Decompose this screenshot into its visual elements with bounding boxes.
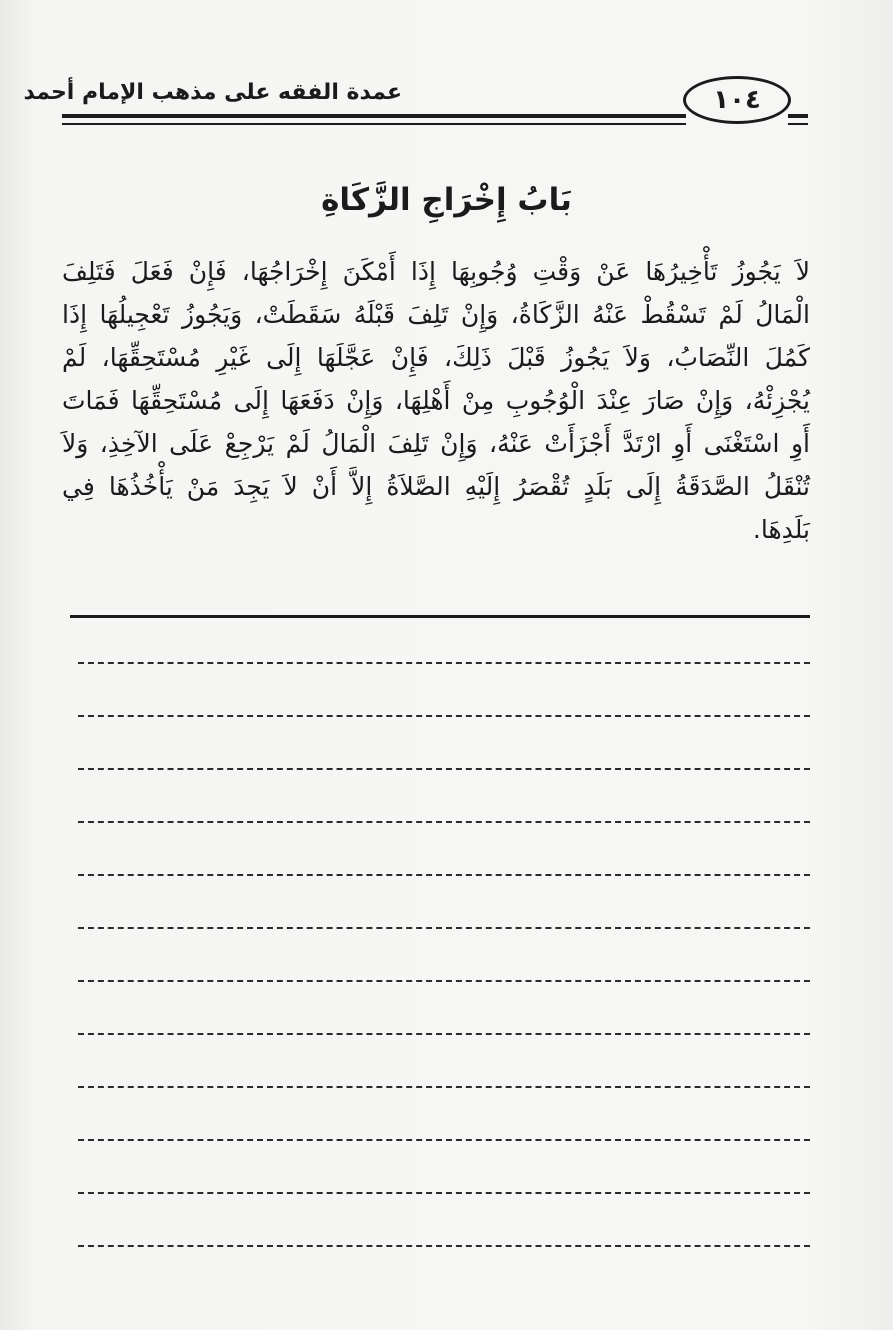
body-paragraph: لاَ يَجُوزُ تَأْخِيرُهَا عَنْ وَقْتِ وُجُوبِهَا إِذَا أَمْكَنَ إِخْرَاجُهَا، فَإِنْ فَعَلَ فَتَلِفَ الْمَالُ لَمْ تَسْقُطْ عَنْهُ الزَّكَاةُ، وَإِنْ تَلِفَ قَبْلَهُ سَقَطَتْ، وَيَجُوزُ تَعْجِيلُهَا إِذَا كَمُلَ النِّصَابُ، وَلاَ يَجُوزُ قَبْلَ ذَلِكَ، فَإِنْ عَجَّلَهَا إِلَى غَيْرِ مُسْتَحِقِّهَا، لَمْ يُجْزِئْهُ، وَإِنْ صَارَ عِنْدَ الْوُجُوبِ مِنْ أَهْلِهَا، وَإِنْ دَفَعَهَا إِلَى مُسْتَحِقِّهَا فَمَاتَ أَوِ اسْتَغْنَى أَوِ ارْتَدَّ أَجْزَأَتْ عَنْهُ، وَإِنْ تَلِفَ الْمَالُ لَمْ يَرْجِعْ عَلَى الآخِذِ، وَلاَ تُنْقَلُ الصَّدَقَةُ إِلَى بَلَدٍ تُقْصَرُ إِلَيْهِ الصَّلاَةُ إِلاَّ أَنْ لاَ يَجِدَ مَنْ يَأْخُذُهَا فِي بَلَدِهَا. bbox=[62, 257, 810, 544]
note-line bbox=[78, 1086, 810, 1088]
chapter-title: بَابُ إِخْرَاجِ الزَّكَاةِ bbox=[321, 182, 572, 218]
note-line bbox=[78, 874, 810, 876]
note-line bbox=[78, 1139, 810, 1141]
page-number: ١٠٤ bbox=[683, 76, 791, 124]
running-header-title: عمدة الفقه على مذهب الإمام أحمد bbox=[23, 80, 402, 105]
header-rule-thin bbox=[62, 123, 686, 125]
note-line bbox=[78, 1033, 810, 1035]
note-line bbox=[78, 1245, 810, 1247]
notes-separator bbox=[70, 615, 810, 618]
note-line bbox=[78, 715, 810, 717]
header-rule-thick-right bbox=[788, 114, 808, 118]
header-rule-thick bbox=[62, 114, 686, 118]
header-rule-thin-right bbox=[788, 123, 808, 125]
note-line bbox=[78, 768, 810, 770]
note-line bbox=[78, 1192, 810, 1194]
note-line bbox=[78, 821, 810, 823]
note-line bbox=[78, 980, 810, 982]
note-line bbox=[78, 662, 810, 664]
note-line bbox=[78, 927, 810, 929]
